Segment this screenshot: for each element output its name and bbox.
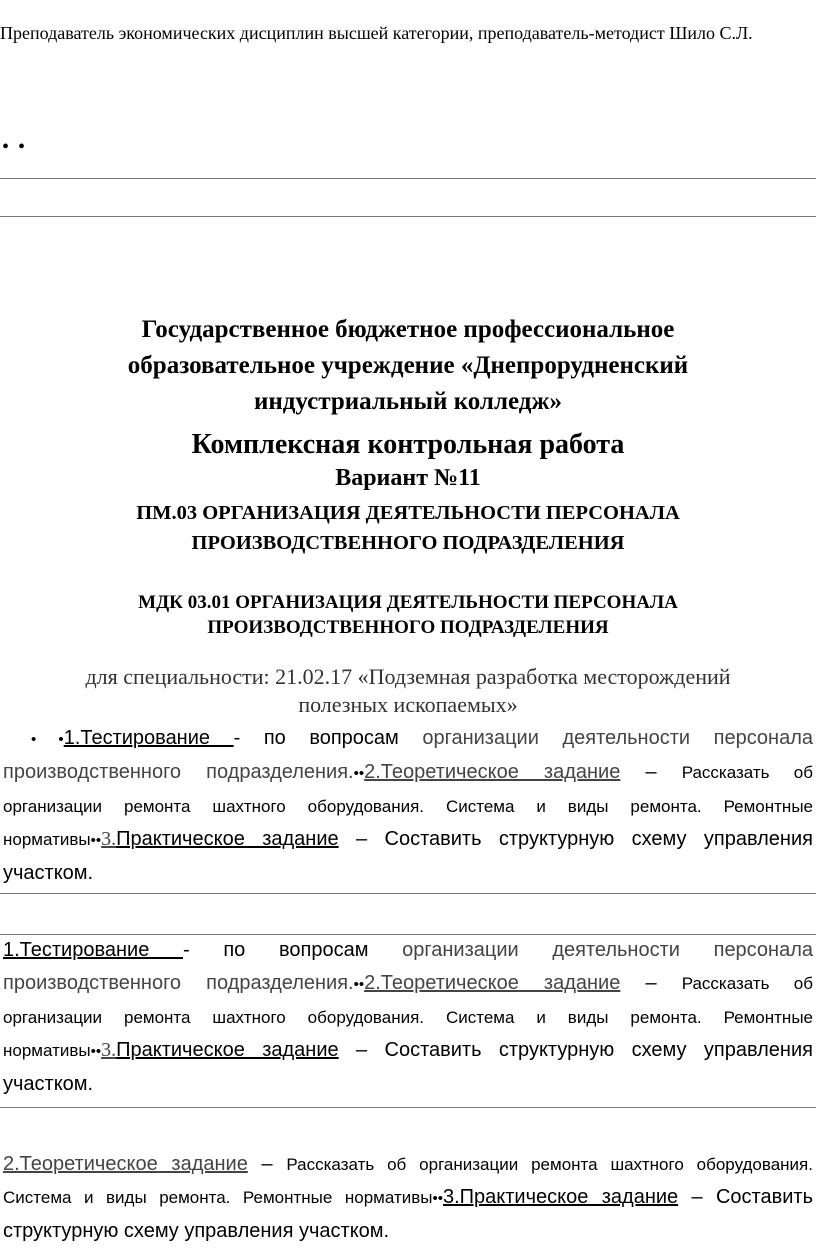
author-line: Преподаватель экономических дисциплин высшей категории, преподаватель-методист Шило С.Л. [0,23,753,43]
task2-link[interactable]: 2.Теоретическое задание [364,972,621,994]
task1-link[interactable]: 1.Тестирование [63,727,234,749]
task-block-2 [3,934,813,1101]
task2-text: Рассказать об [681,974,813,993]
divider [0,1107,816,1108]
divider [0,893,816,894]
task3-number: 3. [101,828,117,850]
bullet-dots: •• [353,976,365,993]
task1-text: - по вопросам [183,939,403,961]
task3-text: – Составить структурную схему управления участком. [3,828,813,884]
bullet-dots: •• [432,1190,443,1207]
mdk-title: МДК 03.01 ОРГАНИЗАЦИЯ ДЕЯТЕЛЬНОСТИ ПЕРСОНАЛА ПРОИЗВОДСТВЕННОГО ПОДРАЗДЕЛЕНИЯ [138,592,678,638]
task2-text: Рассказать об [681,763,813,782]
bullet-dots: •• [353,765,365,782]
task2-text: организации ремонта шахтного оборудования. Система и виды ремонта. Ремонтные нормативы [3,1155,813,1207]
task2-text: организации ремонта шахтного оборудования. Система и виды ремонта. Ремонтные нормативы [3,797,813,849]
task3-text: – Составить структурную схему управления участком. [3,1186,813,1242]
pm-title: ПМ.03 ОРГАНИЗАЦИЯ ДЕЯТЕЛЬНОСТИ ПЕРСОНАЛА ПРОИЗВОДСТВЕННОГО ПОДРАЗДЕЛЕНИЯ [136,502,680,554]
divider [0,178,816,179]
work-title: Комплексная контрольная работа [191,429,625,460]
task3-link[interactable]: 3.Практическое задание [443,1186,679,1208]
task1-text: организации деятельности персонала производственного подразделения. [3,939,813,994]
task1-text: - по вопросам [233,727,423,749]
task2-text: организации ремонта шахтного оборудования. Система и виды ремонта. Ремонтные нормативы [3,1008,813,1060]
variant-title: Вариант №11 [335,465,481,491]
task-block-3 [3,1148,813,1248]
bullet-dots: •• [90,1043,102,1060]
task1-text: организации деятельности персонала производственного подразделения. [3,727,814,783]
task3-text: – Составить структурную схему управления участком. [3,1039,813,1095]
task2-text: Рассказать об [286,1155,420,1174]
task-block-1 [3,722,813,890]
bullet-dots: • • [2,136,28,158]
bullet-dots: •• [90,832,102,849]
task3-number: 3. [101,1039,117,1061]
task2-link[interactable]: 2.Теоретическое задание [364,761,621,783]
specialty-line: для специальности: 21.02.17 «Подземная разработка месторождений полезных ископаемых» [85,664,731,717]
divider [0,216,816,217]
task1-link[interactable]: 1.Тестирование [3,939,184,961]
task3-link[interactable]: Практическое задание [116,828,339,850]
task2-link[interactable]: 2.Теоретическое задание [3,1153,248,1175]
task3-link[interactable]: Практическое задание [116,1039,339,1061]
task2-dash: – [620,972,682,994]
task2-dash: – [247,1153,287,1175]
task2-dash: – [620,761,682,783]
bullet-dots: • • [31,731,64,748]
institution-name: Государственное бюджетное профессиональное образовательное учреждение «Днепрорудненский индустриальный колледж» [127,316,689,415]
